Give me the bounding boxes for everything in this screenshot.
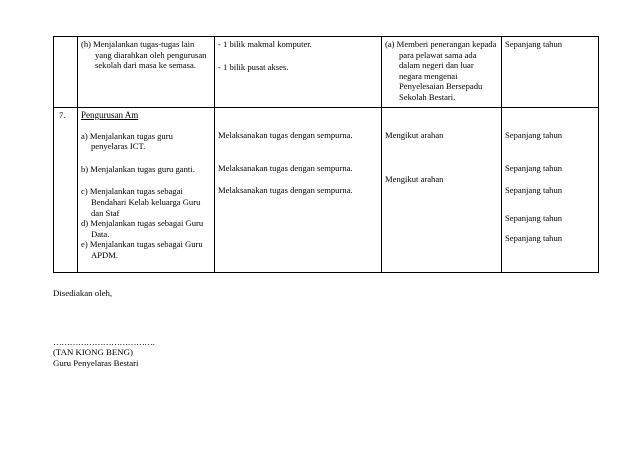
task-7d: d) Menjalankan tugas sebagai Guru Data. [81,218,204,239]
cell-time-7 [502,108,599,273]
cell-result-7 [382,108,502,273]
cell-result-h [382,37,502,108]
signature-line: ………………………………. [53,337,155,347]
time-7a: Sepanjang tahun [505,130,563,140]
activity-7b: Melaksanakan tugas dengan sempurna. [218,162,353,173]
task-7a: a) Menjalankan tugas guru penyelaras ICT. [81,130,173,152]
time-7d: Sepanjang tahun [505,212,563,223]
activity-7a: Melaksanakan tugas dengan sempurna. [218,130,353,140]
cell-activities-7 [215,108,382,273]
section-heading: Pengurusan Am [81,110,139,120]
task-7c: c) Menjalankan tugas sebagai Bendahari Kelab keluarga Guru dan Staf [81,186,201,218]
row-number: 7. [59,110,66,120]
time-7c: Sepanjang tahun [505,185,563,196]
task-7b: b) Menjalankan tugas guru ganti. [81,163,195,174]
time-7e: Sepanjang tahun [505,233,563,244]
table-row-h [54,37,599,108]
cell-number-empty [54,37,78,108]
table-row-7 [54,108,599,273]
task-h-text: (h) Menjalankan tugas-tugas lain yang diarahkan oleh pengurusan sekolah dari masa ke semasa. [81,39,207,71]
time-h-text: Sepanjang tahun [505,39,563,49]
prepared-by-label: Disediakan oleh, [53,288,113,298]
time-7b: Sepanjang tahun [505,162,563,173]
signatory-name: (TAN KIONG BENG) [53,347,133,357]
activity-7c: Melaksanakan tugas dengan sempurna. [218,185,353,196]
duty-table [53,36,599,273]
cell-activities-h [215,37,382,108]
result-h-text: (a) Memberi penerangan kepada para pelawat sama ada dalam negeri dan luar negara mengenai Penyelesaian Bersepadu Sekolah Bestari. [385,39,497,102]
cell-task-h [78,37,215,108]
result-7c: Mengikut arahan [385,173,444,184]
cell-time-h [502,37,599,108]
cell-task-7 [78,108,215,273]
result-7a: Mengikut arahan [385,130,444,140]
activity-h-2: - 1 bilik pusat akses. [218,61,289,72]
task-7e: e) Menjalankan tugas sebagai Guru APDM. [81,239,203,260]
signatory-title: Guru Penyelaras Bestari [53,358,139,368]
cell-number-7 [54,108,78,273]
activity-h-1: - 1 bilik makmal komputer. [218,39,312,49]
